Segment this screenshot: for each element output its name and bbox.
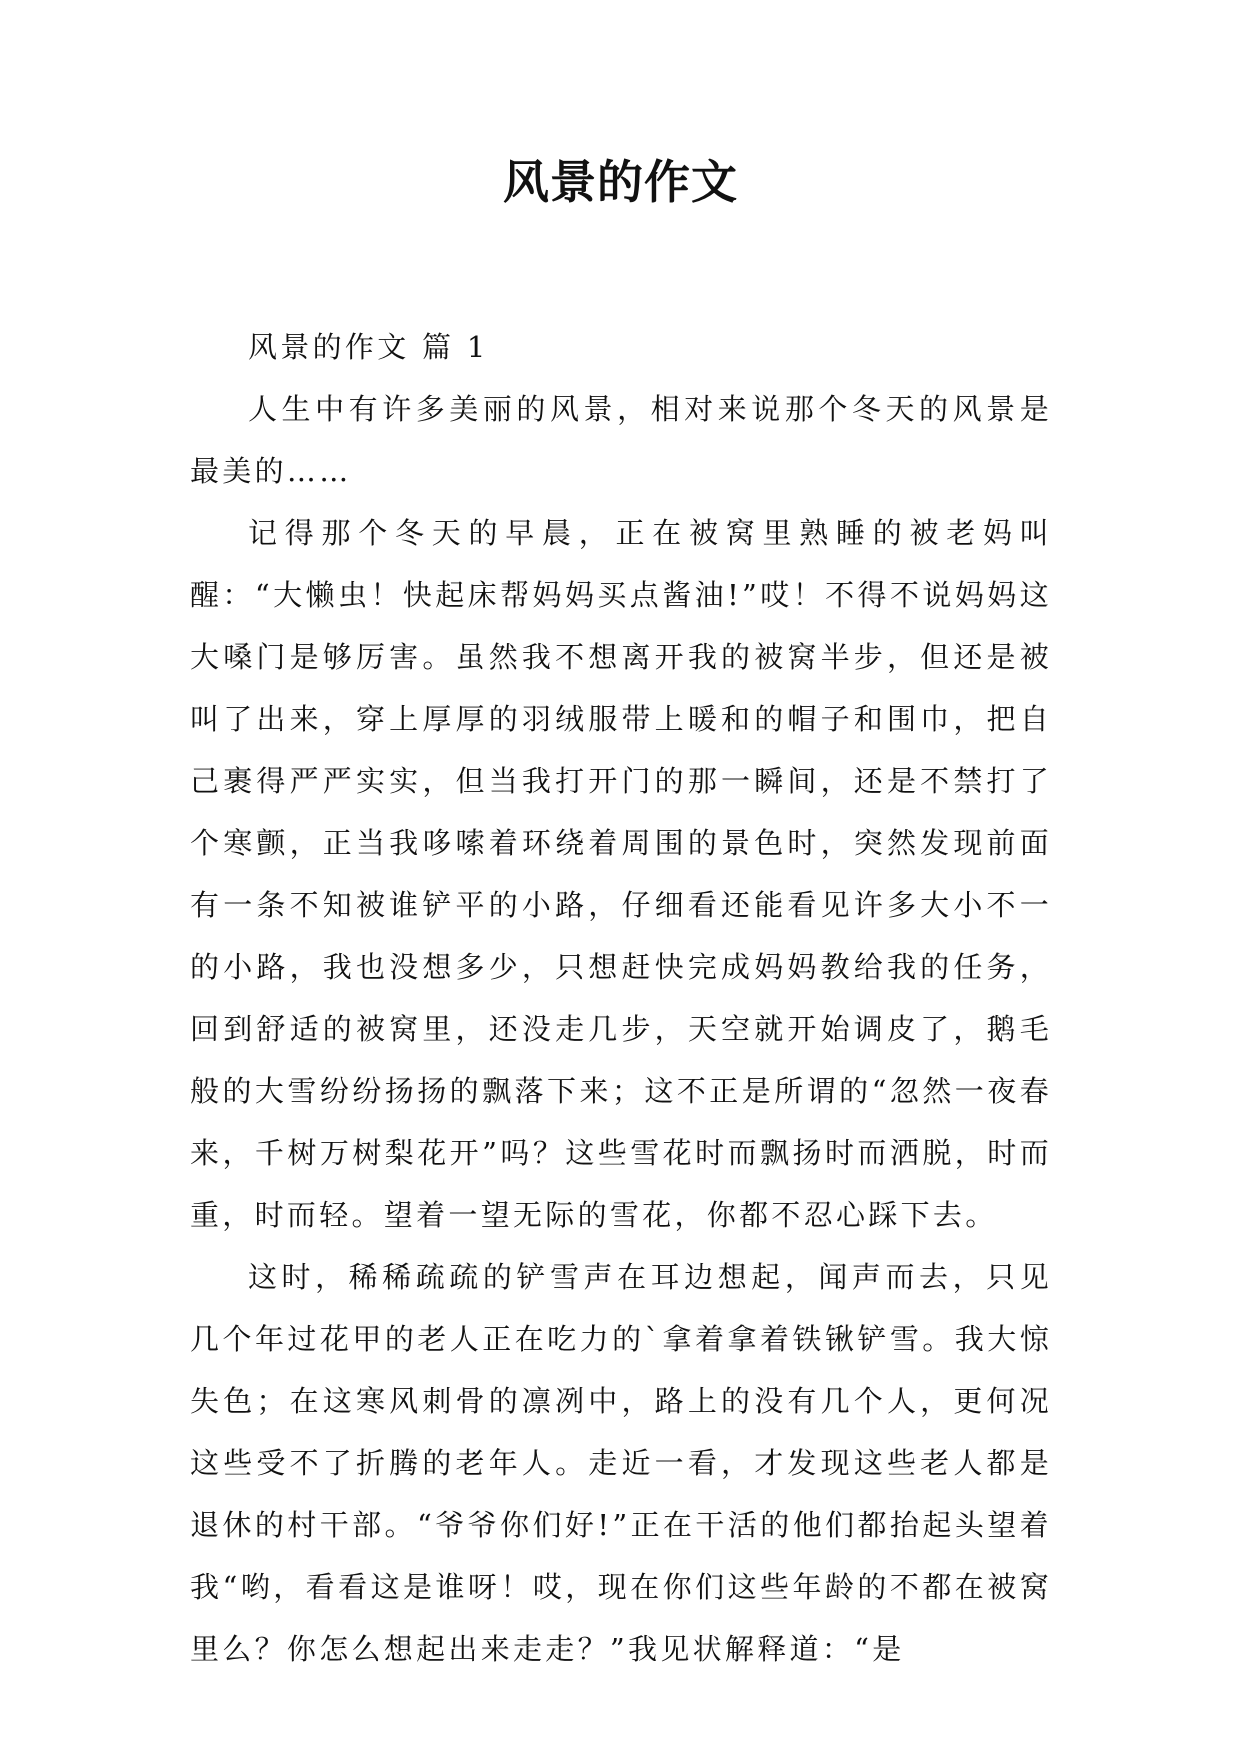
paragraph: 记得那个冬天的早晨，正在被窝里熟睡的被老妈叫醒：“大懒虫！快起床帮妈妈买点酱油!”哎！不得不说妈妈这大嗓门是够厉害。虽然我不想离开我的被窝半步，但还是被叫了出来，穿上厚厚的羽绒服带上暖和的帽子和围巾，把自己裹得严严实实，但当我打开门的那一瞬间，还是不禁打了个寒颤，正当我哆嗦着环绕着周围的景色时，突然发现前面有一条不知被谁铲平的小路，仔细看还能看见许多大小不一的小路，我也没想多少，只想赶快完成妈妈教给我的任务，回到舒适的被窝里，还没走几步，天空就开始调皮了，鹅毛般的大雪纷纷扬扬的飘落下来；这不正是所谓的“忽然一夜春来，千树万树梨花开”吗？这些雪花时而飘扬时而洒脱，时而重，时而轻。望着一望无际的雪花，你都不忍心踩下去。 [190, 516, 1052, 1232]
paragraph: 这时，稀稀疏疏的铲雪声在耳边想起，闻声而去，只见几个年过花甲的老人正在吃力的`拿着拿着铁锹铲雪。我大惊失色；在这寒风刺骨的凛冽中，路上的没有几个人，更何况这些受不了折腾的老年人。走近一看，才发现这些老人都是退休的村干部。“爷爷你们好!”正在干活的他们都抬起头望着我“哟，看看这是谁呀！哎，现在你们这些年龄的不都在被窝里么？你怎么想起出来走走？”我见状解释道：“是 [190, 1260, 1052, 1666]
paragraph: 人生中有许多美丽的风景，相对来说那个冬天的风景是最美的…… [190, 392, 1052, 488]
section-heading: 风景的作文 篇 1 [248, 330, 489, 364]
document-body [190, 316, 1052, 1680]
document-title: 风景的作文 [503, 155, 738, 209]
